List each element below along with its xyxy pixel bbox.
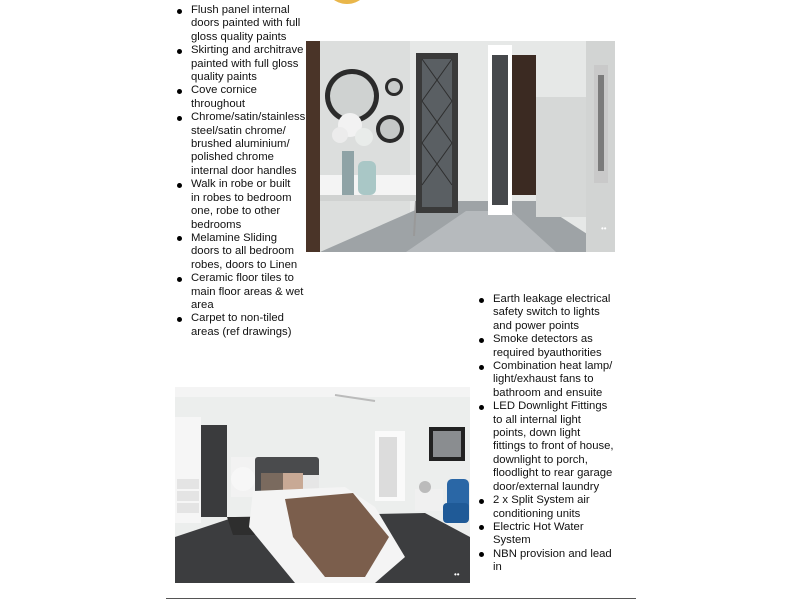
svg-text:••: •• (454, 570, 460, 579)
bedroom-photo (175, 387, 470, 583)
svg-text:••: •• (601, 224, 607, 233)
electrical-features-list (477, 293, 627, 575)
hallway-illustration (306, 41, 615, 252)
list-item: Ceramic floor tiles to main floor areas & wet area (175, 272, 310, 312)
list-item: Chrome/satin/stainless steel/satin chrome/ brushed aluminium/ polished chrome internal door handles (175, 111, 310, 178)
list-item: NBN provision and lead in (477, 548, 627, 575)
logo-badge (324, 0, 370, 4)
list-item: Melamine Sliding doors to all bedroom robes, doors to Linen (175, 232, 310, 272)
bedroom-illustration (175, 387, 470, 583)
list-item: Skirting and architrave painted with full gloss quality paints (175, 44, 310, 84)
list-item: 2 x Split System air conditioning units (477, 494, 627, 521)
list-item: Earth leakage electrical safety switch to lights and power points (477, 293, 627, 333)
list-item: Smoke detectors as required byauthorities (477, 333, 627, 360)
list-item: Flush panel internal doors painted with full gloss quality paints (175, 4, 310, 44)
list-item: Electric Hot Water System (477, 521, 627, 548)
list-item: Combination heat lamp/ light/exhaust fans to bathroom and ensuite (477, 360, 627, 400)
list-item: Carpet to non-tiled areas (ref drawings) (175, 312, 310, 339)
list-item: LED Downlight Fittings to all internal light points, down light fittings to front of house, downlight to porch, floodlight to rear garage door/external laundry (477, 400, 627, 494)
list-item: Cove cornice throughout (175, 84, 310, 111)
hallway-photo (306, 41, 615, 252)
bottom-divider (166, 598, 636, 599)
internal-finishes-list (175, 4, 310, 339)
list-item: Walk in robe or built in robes to bedroom one, robe to other bedrooms (175, 178, 310, 232)
